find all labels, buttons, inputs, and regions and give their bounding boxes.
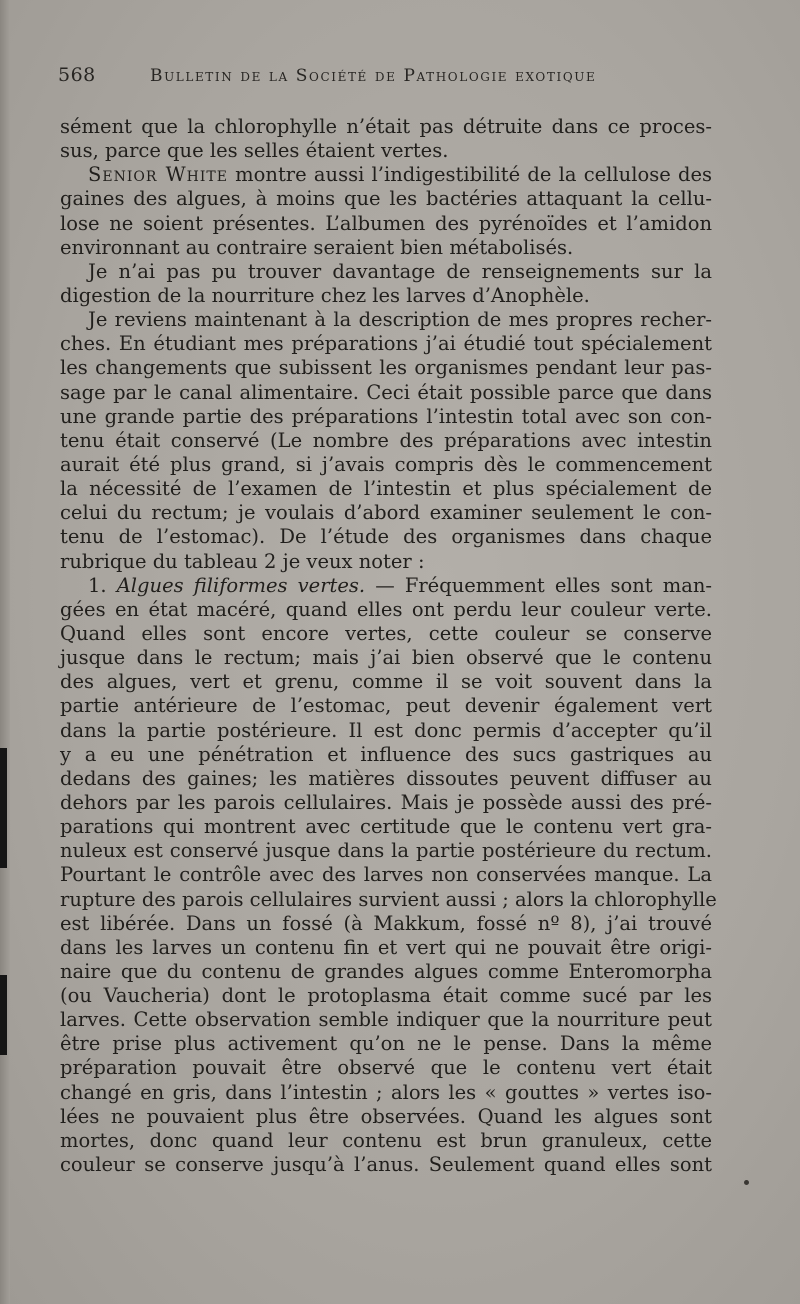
text-line xyxy=(60,622,712,646)
text-line xyxy=(60,646,712,670)
line-text: partie antérieure de l’estomac, peut devenir également vert xyxy=(60,694,712,718)
text-line xyxy=(60,1081,712,1105)
line-text: être prise plus activement qu’on ne le pense. Dans la même xyxy=(60,1032,712,1056)
text-line xyxy=(60,381,712,405)
line-text: gaines des algues, à moins que les bactéries attaquant la cellu- xyxy=(60,187,712,211)
line-text: dehors par les parois cellulaires. Mais je possède aussi des pré- xyxy=(60,790,712,814)
line-text: rubrique du tableau 2 je veux noter : xyxy=(60,549,425,573)
text-line xyxy=(60,163,712,187)
text-line xyxy=(60,260,712,284)
text-line xyxy=(60,670,712,694)
line-text: couleur se conserve jusqu’à l’anus. Seulement quand elles sont xyxy=(60,1153,712,1177)
text-line xyxy=(60,887,717,912)
text-line xyxy=(60,936,712,960)
page-spine-shadow xyxy=(0,0,10,1304)
text-line xyxy=(60,1056,712,1080)
line-text: montre aussi l’indigestibilité de la cellulose des xyxy=(227,163,712,187)
text-line xyxy=(60,429,712,453)
line-text: jusque dans le rectum; mais j’ai bien observé que le contenu xyxy=(60,646,712,670)
line-text: mortes, donc quand leur contenu est brun granuleux, cette xyxy=(60,1128,712,1152)
author-name: Senior White xyxy=(88,163,228,187)
line-text: gées en état macéré, quand elles ont perdu leur couleur verte. xyxy=(60,597,712,621)
text-line xyxy=(60,405,712,429)
line-text: dans les larves un contenu fin et vert qui ne pouvait être origi- xyxy=(60,935,712,959)
line-text: dans la partie postérieure. Il est donc permis d’accepter qu’il xyxy=(60,718,712,742)
line-text: préparation pouvait être observé que le contenu vert était xyxy=(60,1056,712,1080)
text-line xyxy=(60,1032,712,1056)
text-line xyxy=(60,236,712,260)
text-line xyxy=(60,1008,712,1032)
text-line xyxy=(60,115,712,139)
text-line xyxy=(60,308,712,332)
text-line xyxy=(60,453,712,477)
line-text: lées ne pouvaient plus être observées. Quand les algues sont xyxy=(60,1104,712,1128)
text-line xyxy=(60,574,712,598)
line-text: est libérée. Dans un fossé (à Makkum, fossé nº 8), j’ai trouvé xyxy=(60,911,712,935)
line-text: sus, parce que les selles étaient vertes. xyxy=(60,139,449,163)
text-line xyxy=(60,187,712,211)
page-number: 568 xyxy=(58,64,96,86)
text-line xyxy=(60,1129,712,1153)
line-text: des algues, vert et grenu, comme il se voit souvent dans la xyxy=(60,670,712,694)
line-text: tenu était conservé (Le nombre des préparations avec intestin xyxy=(60,428,712,452)
running-title: Bulletin de la Société de Pathologie exotique xyxy=(150,66,597,86)
text-line xyxy=(60,984,712,1008)
line-text: digestion de la nourriture chez les larves d’Anophèle. xyxy=(60,283,590,307)
section-heading-italic: Algues filiformes vertes. xyxy=(116,573,366,597)
binding-mark-upper xyxy=(0,748,7,868)
line-text: Quand elles sont encore vertes, cette couleur se conserve xyxy=(60,621,712,645)
line-text: la nécessité de l’examen de l’intestin et plus spécialement de xyxy=(60,477,712,501)
body-text xyxy=(60,115,717,1177)
text-line xyxy=(60,767,712,791)
line-text: environnant au contraire seraient bien métabolisés. xyxy=(60,235,574,259)
text-line xyxy=(60,912,712,936)
text-line xyxy=(60,356,712,380)
line-text: parations qui montrent avec certitude que le contenu vert gra- xyxy=(60,815,712,839)
list-number: 1. xyxy=(88,573,117,597)
line-text: rupture des parois cellulaires survient aussi ; alors la chlorophylle xyxy=(60,887,717,911)
text-line xyxy=(60,332,712,356)
text-line xyxy=(60,694,712,718)
page-header xyxy=(58,64,718,92)
line-text: sément que la chlorophylle n’était pas détruite dans ce proces- xyxy=(60,115,712,138)
line-text: — Fréquemment elles sont man- xyxy=(365,573,712,597)
line-text: tenu de l’estomac). De l’étude des organismes dans chaque xyxy=(60,525,712,549)
text-line xyxy=(60,743,712,767)
text-line xyxy=(60,550,712,574)
line-text: celui du rectum; je voulais d’abord examiner seulement le con- xyxy=(60,501,712,525)
line-text: larves. Cette observation semble indiquer que la nourriture peut xyxy=(60,1008,712,1032)
text-line xyxy=(60,960,712,984)
binding-mark-lower xyxy=(0,975,7,1055)
text-line xyxy=(60,719,712,743)
line-text: y a eu une pénétration et influence des sucs gastriques au xyxy=(60,742,712,766)
line-text: dedans des gaines; les matières dissoutes peuvent diffuser au xyxy=(60,766,712,790)
text-line xyxy=(60,791,712,815)
line-text: (ou Vaucheria) dont le protoplasma était comme sucé par les xyxy=(60,984,712,1008)
line-text: aurait été plus grand, si j’avais compris dès le commencement xyxy=(60,452,712,476)
line-text: nuleux est conservé jusque dans la partie postérieure du rectum. xyxy=(60,839,712,863)
line-text: Je reviens maintenant à la description de mes propres recher- xyxy=(88,308,712,332)
text-line xyxy=(60,139,712,163)
line-text: Pourtant le contrôle avec des larves non conservées manque. La xyxy=(60,863,712,887)
text-line xyxy=(60,598,712,622)
text-line xyxy=(60,284,712,308)
line-text: lose ne soient présentes. L’albumen des pyrénoïdes et l’amidon xyxy=(60,211,712,235)
line-text: une grande partie des préparations l’intestin total avec son con- xyxy=(60,404,712,428)
text-line xyxy=(60,839,712,863)
text-line xyxy=(60,212,712,236)
text-line xyxy=(60,1105,712,1129)
text-line xyxy=(60,477,712,501)
text-line xyxy=(60,525,712,549)
text-line xyxy=(60,863,712,887)
text-line xyxy=(60,501,712,525)
line-text: sage par le canal alimentaire. Ceci était possible parce que dans xyxy=(60,380,712,404)
line-text: ches. En étudiant mes préparations j’ai étudié tout spécialement xyxy=(60,332,712,356)
line-text: Je n’ai pas pu trouver davantage de renseignements sur la xyxy=(88,259,712,283)
line-text: les changements que subissent les organismes pendant leur pas- xyxy=(60,356,712,380)
paper-speck xyxy=(744,1180,749,1185)
line-text: naire que du contenu de grandes algues comme Enteromorpha xyxy=(60,959,712,983)
text-line xyxy=(60,815,712,839)
text-line xyxy=(60,1153,712,1177)
line-text: changé en gris, dans l’intestin ; alors les « gouttes » vertes iso- xyxy=(60,1080,712,1104)
